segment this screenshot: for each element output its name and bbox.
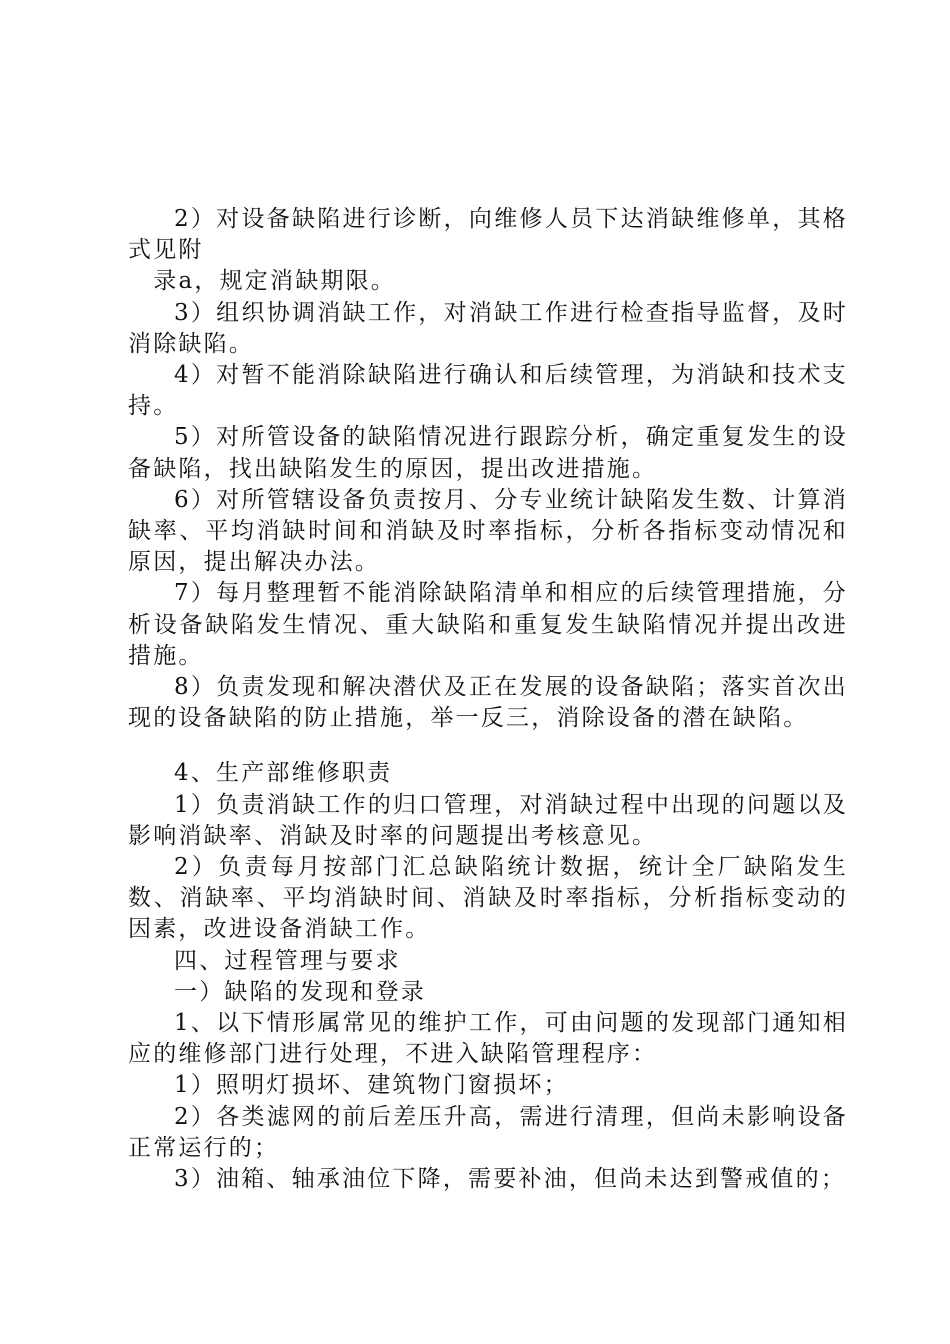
paragraph-item-3: 3）组织协调消缺工作，对消缺工作进行检查指导监督，及时消除缺陷。 <box>128 299 848 357</box>
section-heading-process-management: 四、过程管理与要求 <box>174 947 401 974</box>
paragraph-item-5: 5）对所管设备的缺陷情况进行跟踪分析，确定重复发生的设备缺陷，找出缺陷发生的原因，提出改进措施。 <box>128 424 848 482</box>
subsection-heading-defect-discovery: 一）缺陷的发现和登录 <box>174 978 426 1005</box>
list-item-1: 1）照明灯损坏、建筑物门窗损坏； <box>174 1072 569 1099</box>
paragraph-item-4: 4）对暂不能消除缺陷进行确认和后续管理，为消缺和技术支持。 <box>128 362 848 420</box>
paragraph-item-7: 7）每月整理暂不能消除缺陷清单和相应的后续管理措施，分析设备缺陷发生情况、重大缺陷和重复发生缺陷情况并提出改进措施。 <box>128 580 848 669</box>
list-item-2: 2）各类滤网的前后差压升高，需进行清理，但尚未影响设备正常运行的； <box>128 1103 848 1161</box>
section-spacer <box>128 734 848 758</box>
section-heading-production-maintenance: 4、生产部维修职责 <box>174 760 393 787</box>
paragraph-duty-1: 1）负责消缺工作的归口管理，对消缺过程中出现的问题以及影响消缺率、消缺及时率的问题提出考核意见。 <box>128 791 848 849</box>
paragraph-item-6: 6）对所管辖设备负责按月、分专业统计缺陷发生数、计算消缺率、平均消缺时间和消缺及时率指标，分析各指标变动情况和原因，提出解决办法。 <box>128 486 848 576</box>
paragraph-duty-2: 2）负责每月按部门汇总缺陷统计数据，统计全厂缺陷发生数、消缺率、平均消缺时间、消缺及时率指标，分析指标变动的因素，改进设备消缺工作。 <box>128 854 848 943</box>
paragraph-item-2-continuation: 录a，规定消缺期限。 <box>153 268 397 295</box>
paragraph-item-8: 8）负责发现和解决潜伏及正在发展的设备缺陷；落实首次出现的设备缺陷的防止措施，举一反三，消除设备的潜在缺陷。 <box>128 674 848 732</box>
document-page <box>128 204 848 1195</box>
paragraph-rule-1: 1、以下情形属常见的维护工作，可由问题的发现部门通知相应的维修部门进行处理，不进入缺陷管理程序： <box>128 1010 848 1068</box>
paragraph-item-2: 2）对设备缺陷进行诊断，向维修人员下达消缺维修单，其格式见附 <box>128 206 848 264</box>
list-item-3: 3）油箱、轴承油位下降，需要补油，但尚未达到警戒值的； <box>174 1166 847 1193</box>
